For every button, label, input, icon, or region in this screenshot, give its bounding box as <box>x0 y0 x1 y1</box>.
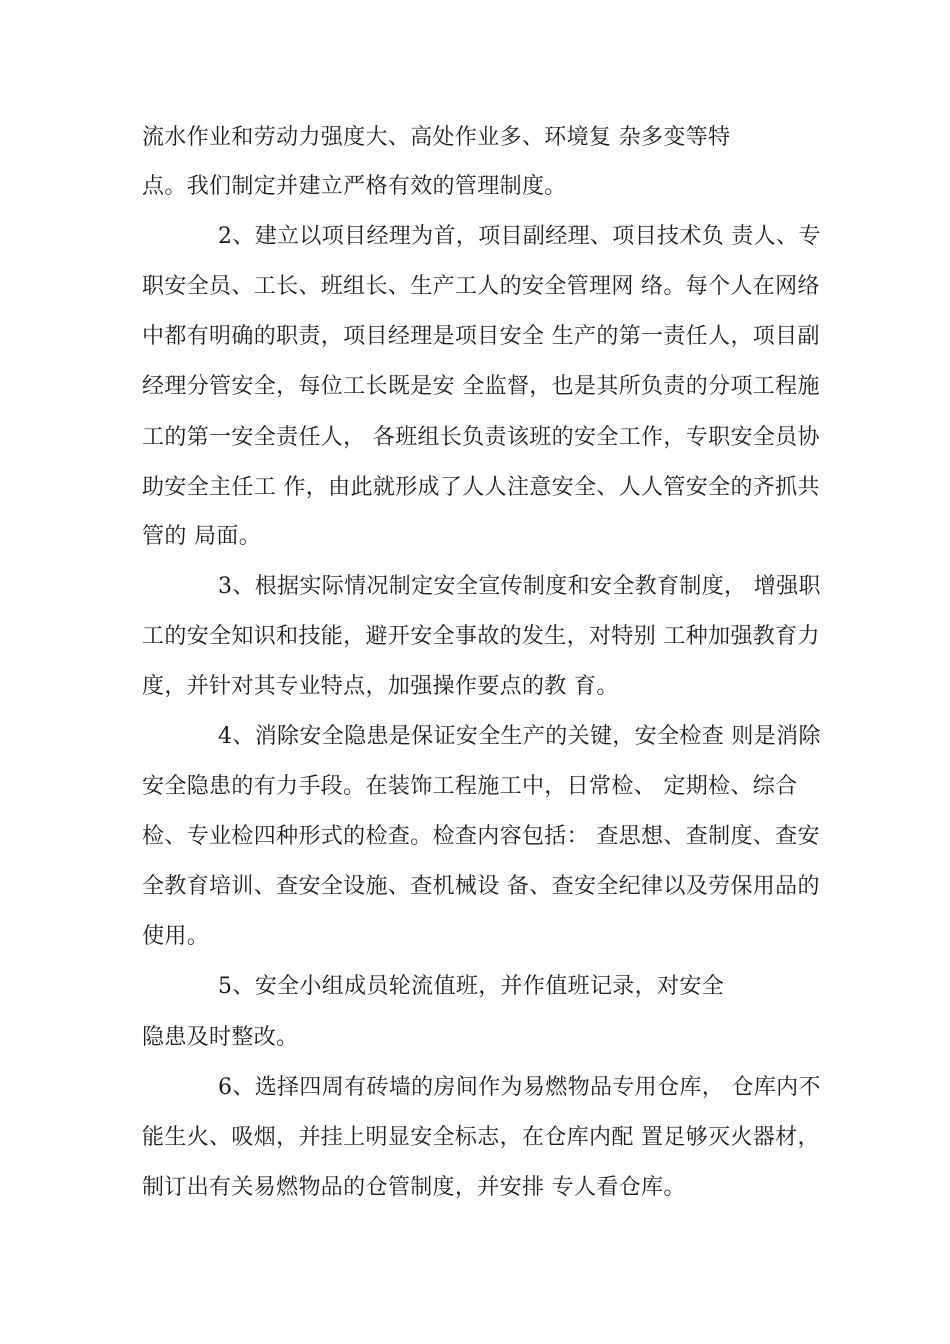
text-line: 度，并针对其专业特点，加强操作要点的教 育。 <box>142 674 619 699</box>
text-line: 管的 局面。 <box>142 524 262 549</box>
text-line: 制订出有关易燃物品的仓管制度，并安排 专人看仓库。 <box>142 1175 686 1200</box>
text-line: 隐患及时整改。 <box>142 1025 299 1050</box>
text-line: 全教育培训、查安全设施、查机械设 备、查安全纪律以及劳保用品的 <box>142 874 820 899</box>
text-line: 使用。 <box>142 924 210 949</box>
text-line: 3、根据实际情况制定安全宣传制度和安全教育制度， 增强职 <box>218 574 821 599</box>
text-line: 工的安全知识和技能，避开安全事故的发生，对特别 工种加强教育力 <box>142 624 820 649</box>
text-line: 检、专业检四种形式的检查。检查内容包括： 查思想、查制度、查安 <box>142 824 820 849</box>
text-line: 职安全员、工长、班组长、生产工人的安全管理网 络。每个人在网络 <box>142 274 820 299</box>
text-line: 能生火、吸烟，并挂上明显安全标志，在仓库内配 置足够灭火器材， <box>142 1125 820 1150</box>
text-line: 工的第一安全责任人， 各班组长负责该班的安全工作，专职安全员协 <box>142 425 820 450</box>
text-line: 流水作业和劳动力强度大、高处作业多、环境复 杂多变等特 <box>142 125 731 150</box>
text-line: 经理分管安全，每位工长既是安 全监督，也是其所负责的分项工程施 <box>142 374 820 399</box>
text-line: 6、选择四周有砖墙的房间作为易燃物品专用仓库， 仓库内不 <box>218 1075 821 1100</box>
text-line: 安全隐患的有力手段。在装饰工程施工中，日常检、 定期检、综合 <box>142 774 798 799</box>
text-line: 点。我们制定并建立严格有效的管理制度。 <box>142 174 567 199</box>
text-line: 4、消除安全隐患是保证安全生产的关键，安全检查 则是消除 <box>218 724 821 749</box>
text-line: 中都有明确的职责，项目经理是项目安全 生产的第一责任人，项目副 <box>142 324 820 349</box>
text-line: 助安全主任工 作，由此就形成了人人注意安全、人人管安全的齐抓共 <box>142 475 820 500</box>
text-line: 5、安全小组成员轮流值班，并作值班记录，对安全 <box>218 974 725 999</box>
text-line: 2、建立以项目经理为首，项目副经理、项目技术负 责人、专 <box>218 224 821 249</box>
